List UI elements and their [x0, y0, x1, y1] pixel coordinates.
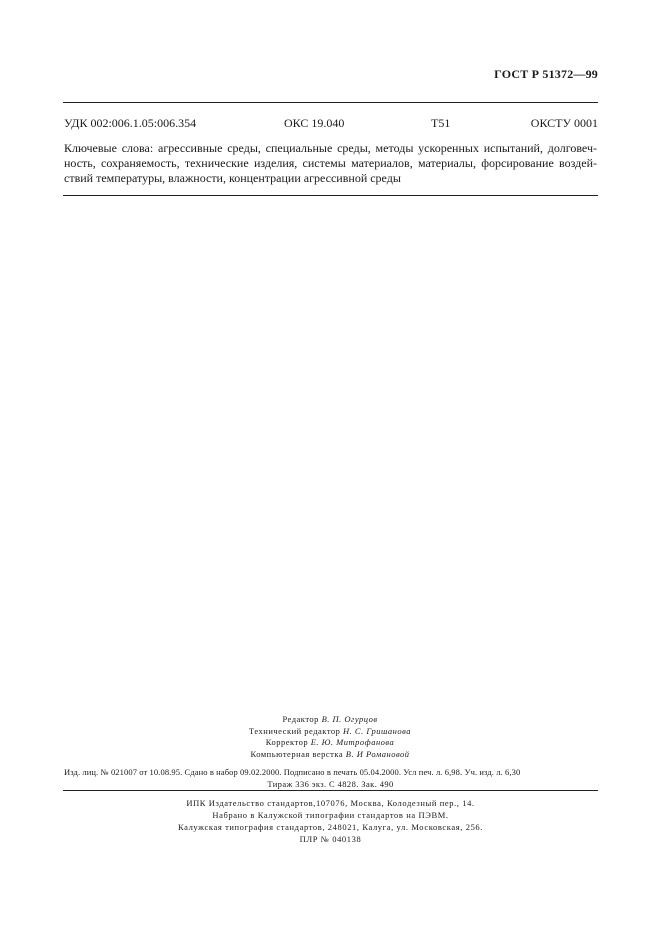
imprint-rule [63, 790, 598, 791]
tech-editor-name: Н. С. Гришанова [343, 725, 411, 736]
tech-editor-credit [150, 726, 510, 738]
group-code: Т51 [431, 116, 451, 130]
keywords-rule [63, 195, 598, 196]
layout-name: В. И Романовой [345, 748, 410, 759]
oks-code: ОКС 19.040 [284, 116, 345, 130]
udk-code: УДК 002:006.1.05:006.354 [64, 116, 197, 130]
okstu-code: ОКСТУ 0001 [530, 116, 598, 130]
publisher-line: ИПК Издательство стандартов,107076, Москва, Колодезный пер., 14. [186, 798, 475, 808]
tech-editor-label: Технический редактор [249, 725, 341, 736]
publisher-line: Калужская типография стандартов, 248021, Калуга, ул. Московская, 256. [177, 822, 483, 832]
publisher-line: Набрано в Калужской типографии стандартов на ПЭВМ. [212, 810, 449, 820]
corrector-label: Корректор [265, 737, 309, 747]
print-run: Тираж 336 экз. С 4828. Зак. 490 [267, 779, 394, 789]
publisher-line: ПЛР № 040138 [299, 834, 362, 844]
keywords-line: ность, сохраняемость, технические изделия, системы материалов, материалы, форсирование воздей- [64, 156, 597, 170]
editor-name: В. П. Огурцов [321, 714, 378, 724]
layout-credit [150, 749, 510, 761]
standard-code: ГОСТ Р 51372—99 [494, 67, 598, 81]
corrector-credit [150, 737, 510, 749]
layout-label: Компьютерная верстка [250, 748, 344, 759]
editor-credit [150, 714, 510, 726]
corrector-name: Е. Ю. Митрофанова [310, 737, 395, 747]
publisher-block [0, 797, 661, 845]
imprint-line: Изд. лиц. № 021007 от 10.08.95. Сдано в набор 09.02.2000. Подписано в печать 05.04.2000. Усл печ. л. 6,98. Уч. изд. л. 6,30 [64, 767, 521, 777]
keywords-line: Ключевые слова: агрессивные среды, специальные среды, методы ускоренных испытаний, долговеч- [64, 141, 597, 155]
keywords-paragraph [64, 141, 597, 186]
credits-block [150, 714, 510, 760]
top-rule [63, 102, 598, 103]
keywords-line: ствий температуры, влажности, концентрации агрессивной среды [64, 171, 401, 185]
editor-label: Редактор [282, 714, 319, 724]
